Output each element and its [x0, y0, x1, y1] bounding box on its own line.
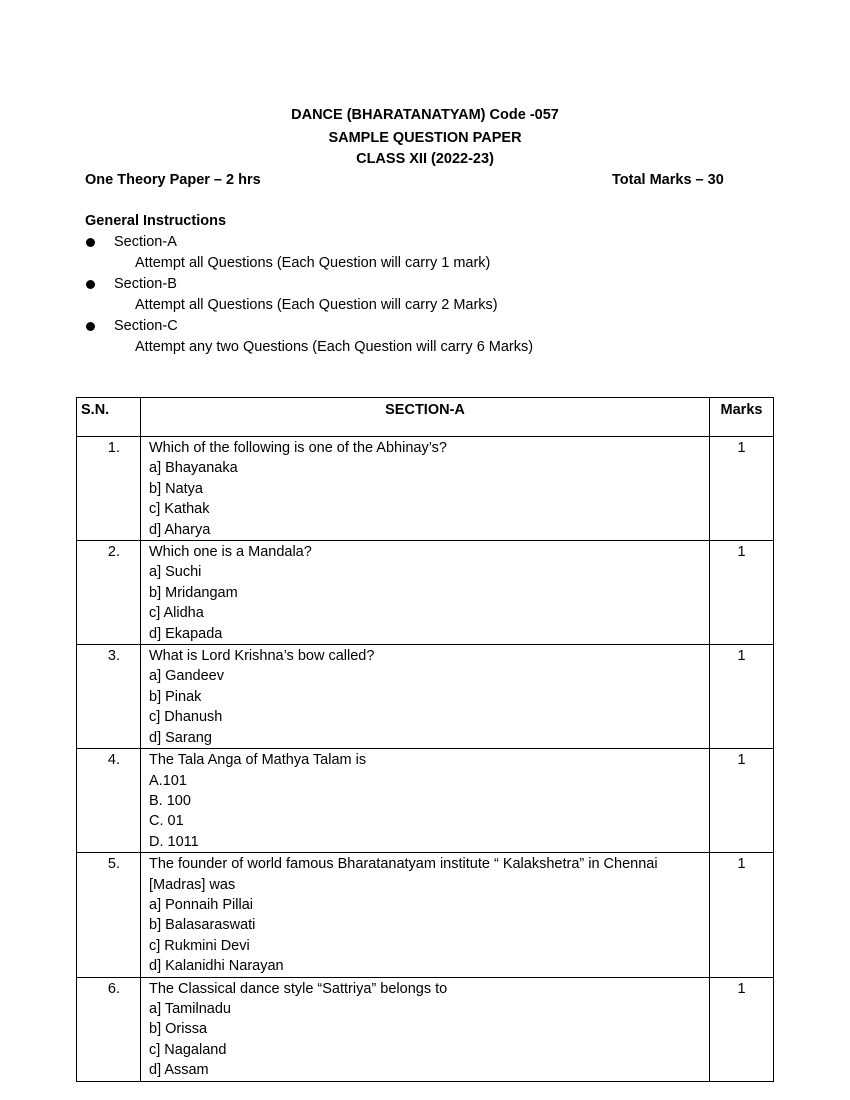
- instruction-text-c: Attempt any two Questions (Each Question will carry 6 Marks): [135, 339, 534, 355]
- sn-header: S.N.: [77, 398, 141, 437]
- question-cell: [141, 541, 710, 645]
- instruction-section-a: Section-A: [114, 234, 177, 250]
- question-cell: [141, 645, 710, 749]
- instruction-section-c: Section-C: [114, 318, 178, 334]
- question-marks: 1: [710, 645, 774, 749]
- question-number: 3.: [77, 645, 141, 749]
- question-cell: [141, 437, 710, 541]
- section-header: SECTION-A: [141, 398, 710, 437]
- question-cell: [141, 749, 710, 853]
- question-number: 2.: [77, 541, 141, 645]
- option-b: b] Mridangam: [149, 584, 238, 601]
- table-header-row: [77, 398, 774, 437]
- question-cell: [141, 853, 710, 977]
- paper-info: One Theory Paper – 2 hrs: [85, 172, 261, 188]
- instruction-text-a: Attempt all Questions (Each Question will carry 1 mark): [135, 255, 491, 271]
- option-a: a] Ponnaih Pillai: [149, 896, 253, 913]
- option-a: A.101: [149, 772, 187, 789]
- instruction-section-b: Section-B: [114, 276, 177, 292]
- question-table: [76, 397, 774, 1082]
- instruction-text-b: Attempt all Questions (Each Question will carry 2 Marks): [135, 297, 498, 313]
- bullet-icon: [86, 238, 95, 247]
- question-number: 4.: [77, 749, 141, 853]
- option-d: d] Sarang: [149, 729, 212, 746]
- table-row: [77, 749, 774, 853]
- option-d: d] Kalanidhi Narayan: [149, 958, 284, 975]
- bullet-icon: [86, 280, 95, 289]
- option-c: c] Alidha: [149, 605, 204, 622]
- table-row: [77, 977, 774, 1081]
- question-number: 5.: [77, 853, 141, 977]
- marks-header: Marks: [710, 398, 774, 437]
- question-text: The Classical dance style “Sattriya” belongs to: [149, 980, 448, 997]
- option-d: d] Aharya: [149, 521, 211, 538]
- option-b: B. 100: [149, 792, 191, 809]
- option-d: d] Assam: [149, 1062, 209, 1079]
- question-marks: 1: [710, 749, 774, 853]
- question-text: The Tala Anga of Mathya Talam is: [149, 752, 367, 769]
- option-d: d] Ekapada: [149, 625, 223, 642]
- question-text: Which one is a Mandala?: [149, 544, 312, 561]
- option-c: C. 01: [149, 813, 184, 830]
- table-row: [77, 853, 774, 977]
- option-c: c] Kathak: [149, 501, 210, 518]
- option-a: a] Gandeev: [149, 668, 224, 685]
- question-marks: 1: [710, 853, 774, 977]
- question-text: What is Lord Krishna’s bow called?: [149, 648, 375, 665]
- paper-subtitle: SAMPLE QUESTION PAPER: [328, 130, 522, 146]
- bullet-icon: [86, 322, 95, 331]
- question-marks: 1: [710, 977, 774, 1081]
- question-cell: [141, 977, 710, 1081]
- option-b: b] Balasaraswati: [149, 917, 256, 934]
- table-row: [77, 645, 774, 749]
- question-marks: 1: [710, 437, 774, 541]
- question-number: 1.: [77, 437, 141, 541]
- option-c: c] Nagaland: [149, 1041, 227, 1058]
- option-c: c] Dhanush: [149, 709, 223, 726]
- option-d: D. 1011: [149, 833, 199, 850]
- class-year: CLASS XII (2022-23): [356, 151, 494, 167]
- option-b: b] Natya: [149, 480, 203, 497]
- option-a: a] Suchi: [149, 564, 202, 581]
- option-a: a] Tamilnadu: [149, 1000, 231, 1017]
- question-text: The founder of world famous Bharatanatyam institute “ Kalakshetra” in Chennai [Madras] was: [149, 856, 658, 893]
- option-b: b] Pinak: [149, 688, 202, 705]
- total-marks: Total Marks – 30: [612, 172, 724, 188]
- paper-title: DANCE (BHARATANATYAM) Code -057: [291, 107, 559, 123]
- option-b: b] Orissa: [149, 1021, 208, 1038]
- option-c: c] Rukmini Devi: [149, 937, 250, 954]
- question-number: 6.: [77, 977, 141, 1081]
- instructions-heading: General Instructions: [85, 213, 227, 229]
- option-a: a] Bhayanaka: [149, 460, 238, 477]
- table-row: [77, 541, 774, 645]
- table-row: [77, 437, 774, 541]
- question-marks: 1: [710, 541, 774, 645]
- question-text: Which of the following is one of the Abhinay’s?: [149, 440, 447, 456]
